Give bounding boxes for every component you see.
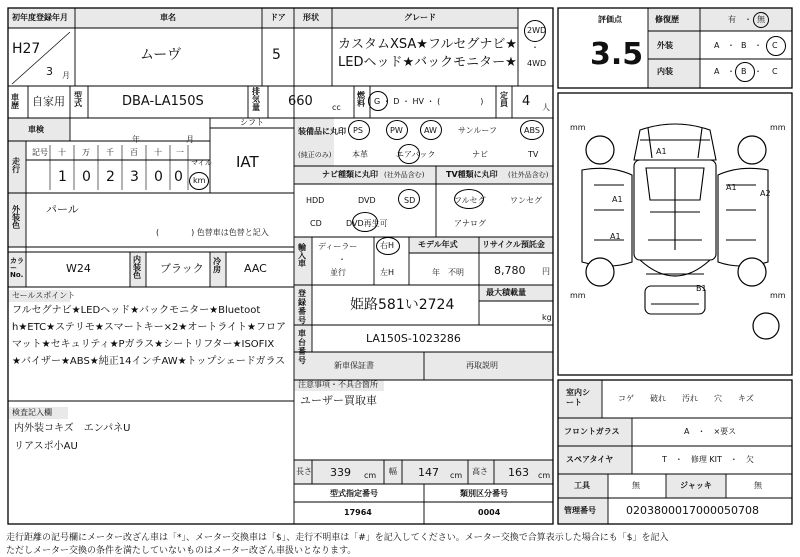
tv-analog: アナログ xyxy=(454,219,486,228)
tools-label: 工具 xyxy=(574,481,590,490)
mileage-digit-3: 2 xyxy=(106,169,115,185)
spare-label: スペアタイヤ xyxy=(566,455,614,464)
length-label: 長さ xyxy=(296,467,312,476)
capacity-label: 定員 xyxy=(500,91,508,108)
grade-label: グレード xyxy=(404,13,436,22)
reg-year: H27 xyxy=(12,41,41,57)
ac-value: AAC xyxy=(244,262,267,275)
door-value: 5 xyxy=(272,47,281,63)
mileage-col-5: 十 xyxy=(154,148,162,157)
navi-cd: CD xyxy=(310,219,322,228)
ext-sep-1: ・ xyxy=(727,41,735,50)
reg-month-unit: 月 xyxy=(62,71,70,80)
color-value: パール xyxy=(46,203,79,216)
equip-tv: TV xyxy=(528,150,539,159)
navi-sd: SD xyxy=(404,196,416,205)
jack-value: 無 xyxy=(754,481,762,490)
equip-abs: ABS xyxy=(524,126,540,135)
fuel-options: G ・ D ・ HV ・ ( ) xyxy=(374,97,484,106)
equip-navi: ナビ xyxy=(472,150,488,159)
mileage-col-4: 百 xyxy=(130,148,138,157)
inspector-line-2: リアスポ小AU xyxy=(14,441,78,452)
car-name: ムーヴ xyxy=(140,47,182,63)
width-label: 幅 xyxy=(389,467,397,476)
equipment-label: 装備品に丸印 xyxy=(298,127,346,136)
capacity-unit: 人 xyxy=(542,103,550,112)
equip-pw: PW xyxy=(390,126,403,135)
equipment-sublabel: (純正のみ) xyxy=(298,151,332,159)
int-grade-b: B xyxy=(741,67,747,76)
repair-dot: ・ xyxy=(744,15,752,24)
footer-line-1: 走行距離の記号欄にメーター改ざん車は「*」、メーター交換車は「$」、走行不明車は「#」を記入してください。メーター交換で合算表示した場合にも「$」を記入 xyxy=(6,533,669,543)
import-label: 輸入車 xyxy=(298,243,306,268)
tv-oneseg: ワンセグ xyxy=(510,196,542,205)
mileage-digit-1: 1 xyxy=(58,169,67,185)
max-load-label: 最大積載量 xyxy=(486,288,526,297)
drive-4wd: 4WD xyxy=(527,59,547,68)
damage-mark-4: A1 xyxy=(612,195,623,204)
km-label: km xyxy=(193,176,206,185)
height-value: 163 xyxy=(508,466,529,479)
navi-header: ナビ種類に丸印 xyxy=(322,170,378,179)
mileage-digit-6: 0 xyxy=(174,169,183,185)
usage-value: 自家用 xyxy=(32,95,65,108)
sales-line-4: ★バイザー★ABS★純正14インチAW★トップシェードガラス xyxy=(12,356,286,367)
length-unit: cm xyxy=(364,471,377,480)
recycle-label: リサイクル預託金 xyxy=(482,240,545,249)
navi-header-note: (社外品含む) xyxy=(384,171,425,179)
model-cert-value: 17964 xyxy=(344,508,372,517)
model-cert-label: 型式指定番号 xyxy=(330,489,378,498)
jack-label: ジャッキ xyxy=(680,481,712,490)
plate-label: 登録番号 xyxy=(298,289,306,325)
category-label: 類別区分番号 xyxy=(460,489,508,498)
height-unit: cm xyxy=(538,471,551,480)
fuel-label: 燃料 xyxy=(357,91,365,108)
damage-mark-5: A1 xyxy=(610,232,621,241)
equip-airbag: エアバック xyxy=(396,150,436,159)
width-value: 147 xyxy=(418,466,439,479)
mm-label-fr: mm xyxy=(770,123,786,132)
exterior-label: 外装 xyxy=(657,41,673,50)
int-grade-c: C xyxy=(772,67,778,76)
score-label: 評価点 xyxy=(598,15,622,24)
first-reg-label: 初年度登録年月 xyxy=(12,13,68,22)
mileage-col-2: 万 xyxy=(82,148,90,157)
model-label: 型式 xyxy=(74,91,82,108)
width-unit: cm xyxy=(450,471,463,480)
displacement-label: 排気量 xyxy=(252,87,260,112)
navi-hdd: HDD xyxy=(306,196,325,205)
capacity-value: 4 xyxy=(522,94,531,109)
navi-dvd-play: DVD再生可 xyxy=(346,219,388,228)
repair-label: 修復歴 xyxy=(655,15,679,24)
grade-line-2: LEDヘッド★バックモニター★ xyxy=(338,55,517,70)
ac-label: 冷房 xyxy=(213,257,221,274)
spare-items: T ・ 修理 KIT ・ 欠 xyxy=(662,455,754,464)
mileage-col-6: 一 xyxy=(176,148,184,157)
equip-sunroof: サンルーフ xyxy=(458,126,497,135)
car-name-label: 車名 xyxy=(160,13,176,22)
door-label: ドア xyxy=(270,13,286,22)
interior-color-value: ブラック xyxy=(160,262,204,275)
ext-grade-a: A xyxy=(714,41,720,50)
damage-mark-2: A1 xyxy=(726,183,737,192)
shape-label: 形状 xyxy=(303,13,319,22)
notes-value: ユーザー買取車 xyxy=(300,394,377,407)
inspector-label: 検査記入欄 xyxy=(12,408,52,417)
model-year-value: 年 不明 xyxy=(432,268,464,277)
navi-dvd: DVD xyxy=(358,196,376,205)
color-code-label: カラーNo. xyxy=(10,257,24,279)
recycle-value: 8,780 xyxy=(494,264,526,277)
import-dot: ・ xyxy=(338,255,346,264)
max-load-unit: kg xyxy=(542,313,552,322)
int-grade-a: A xyxy=(714,67,720,76)
int-sep-2: ・ xyxy=(754,67,762,76)
grade-line-1: カスタムXSA★フルセグナビ★ xyxy=(338,37,518,52)
height-label: 高さ xyxy=(472,467,488,476)
mileage-col-3: 千 xyxy=(106,148,114,157)
tv-header: TV種類に丸印 xyxy=(446,170,498,179)
right-hand: 右H xyxy=(380,241,395,250)
sales-line-1: フルセグナビ★LEDヘッド★バックモニター★Bluetoot xyxy=(12,305,261,316)
tv-header-note: (社外品含む) xyxy=(508,171,549,179)
sales-line-3: マット★セキュリティ★Pガラス★シートリフター★ISOFIX xyxy=(12,339,275,350)
ext-sep-2: ・ xyxy=(754,41,762,50)
mileage-col-1: 十 xyxy=(58,148,66,157)
tv-fullseg: フルセグ xyxy=(454,196,486,205)
equip-ps: PS xyxy=(353,126,363,135)
sales-line-2: h★ETC★ステリモ★スマートキー×2★オートライト★フロア xyxy=(12,322,287,333)
model-year-label: モデル年式 xyxy=(418,240,458,249)
tools-value: 無 xyxy=(632,481,640,490)
damage-mark-1: A1 xyxy=(656,147,667,156)
plate-value: 姫路581い2724 xyxy=(350,297,455,313)
int-sep-1: ・ xyxy=(727,67,735,76)
model-value: DBA-LA150S xyxy=(122,94,204,109)
shift-value: IAT xyxy=(236,153,259,171)
mileage-label: 走行 xyxy=(12,157,20,174)
footer-line-2: ただしメーター交換の条件を満たしていないものはメーター改ざん車扱いとなります。 xyxy=(6,546,357,556)
interior-label: 内装 xyxy=(657,67,673,76)
equip-leather: 本革 xyxy=(352,150,368,159)
recycle-unit: 円 xyxy=(542,267,550,276)
shaken-label: 車検 xyxy=(28,125,44,134)
repair-no: 無 xyxy=(757,15,765,24)
import-parallel: 並行 xyxy=(330,268,346,277)
length-value: 339 xyxy=(330,466,351,479)
manual: 再取説明 xyxy=(466,361,498,370)
drive-2wd: 2WD xyxy=(527,26,547,35)
usage-label: 車歴 xyxy=(11,93,19,110)
ext-grade-c: C xyxy=(772,41,778,50)
mileage-digit-4: 3 xyxy=(130,169,139,185)
left-hand: 左H xyxy=(380,268,395,277)
mile-label: マイル xyxy=(191,159,212,167)
interior-color-label: 内装色 xyxy=(133,255,141,280)
chassis-value: LA150S-1023286 xyxy=(366,332,461,345)
inspector-line-1: 内外装コキズ エンパネU xyxy=(14,423,131,434)
equip-aw: AW xyxy=(424,126,437,135)
seat-items: コゲ 破れ 汚れ 穴 キズ xyxy=(618,394,754,403)
mm-label-rr: mm xyxy=(770,291,786,300)
windshield-items: A ・ ×要ス xyxy=(684,427,737,436)
score-value: 3.5 xyxy=(590,37,644,72)
repaint-note: ( ) 色替車は色替と記入 xyxy=(156,228,269,237)
color-code-value: W24 xyxy=(66,262,91,275)
import-dealer: ディーラー xyxy=(318,242,358,251)
chassis-label: 車台番号 xyxy=(298,329,306,365)
repair-yes: 有 xyxy=(728,15,736,24)
color-label: 外装色 xyxy=(12,205,20,230)
shift-label: シフト xyxy=(240,118,264,127)
mgmt-value: 0203800017000050708 xyxy=(626,504,759,517)
notes-label: 注意事項・不具合箇所 xyxy=(298,380,378,389)
sales-points-label: セールスポイント xyxy=(12,291,76,300)
mm-label-rl: mm xyxy=(570,291,586,300)
mileage-digit-5: 0 xyxy=(154,169,163,185)
drive-dot: ・ xyxy=(531,43,539,52)
reg-month: 3 xyxy=(46,65,53,78)
mileage-digit-2: 0 xyxy=(82,169,91,185)
mm-label-fl: mm xyxy=(570,123,586,132)
damage-mark-6: B1 xyxy=(696,284,707,293)
displacement-value: 660 xyxy=(288,94,313,109)
mgmt-label: 管理番号 xyxy=(564,506,596,515)
seat-label: 室内シート xyxy=(566,388,590,407)
category-value: 0004 xyxy=(478,508,501,517)
windshield-label: フロントガラス xyxy=(564,427,620,436)
damage-mark-3: A2 xyxy=(760,189,771,198)
shaken-year-unit: 年 xyxy=(132,135,140,144)
displacement-unit: cc xyxy=(332,103,341,112)
ext-grade-b: B xyxy=(741,41,747,50)
new-car-warranty: 新車保証書 xyxy=(334,361,374,370)
mileage-col-symbol: 記号 xyxy=(32,148,48,157)
shaken-month-unit: 月 xyxy=(186,135,194,144)
